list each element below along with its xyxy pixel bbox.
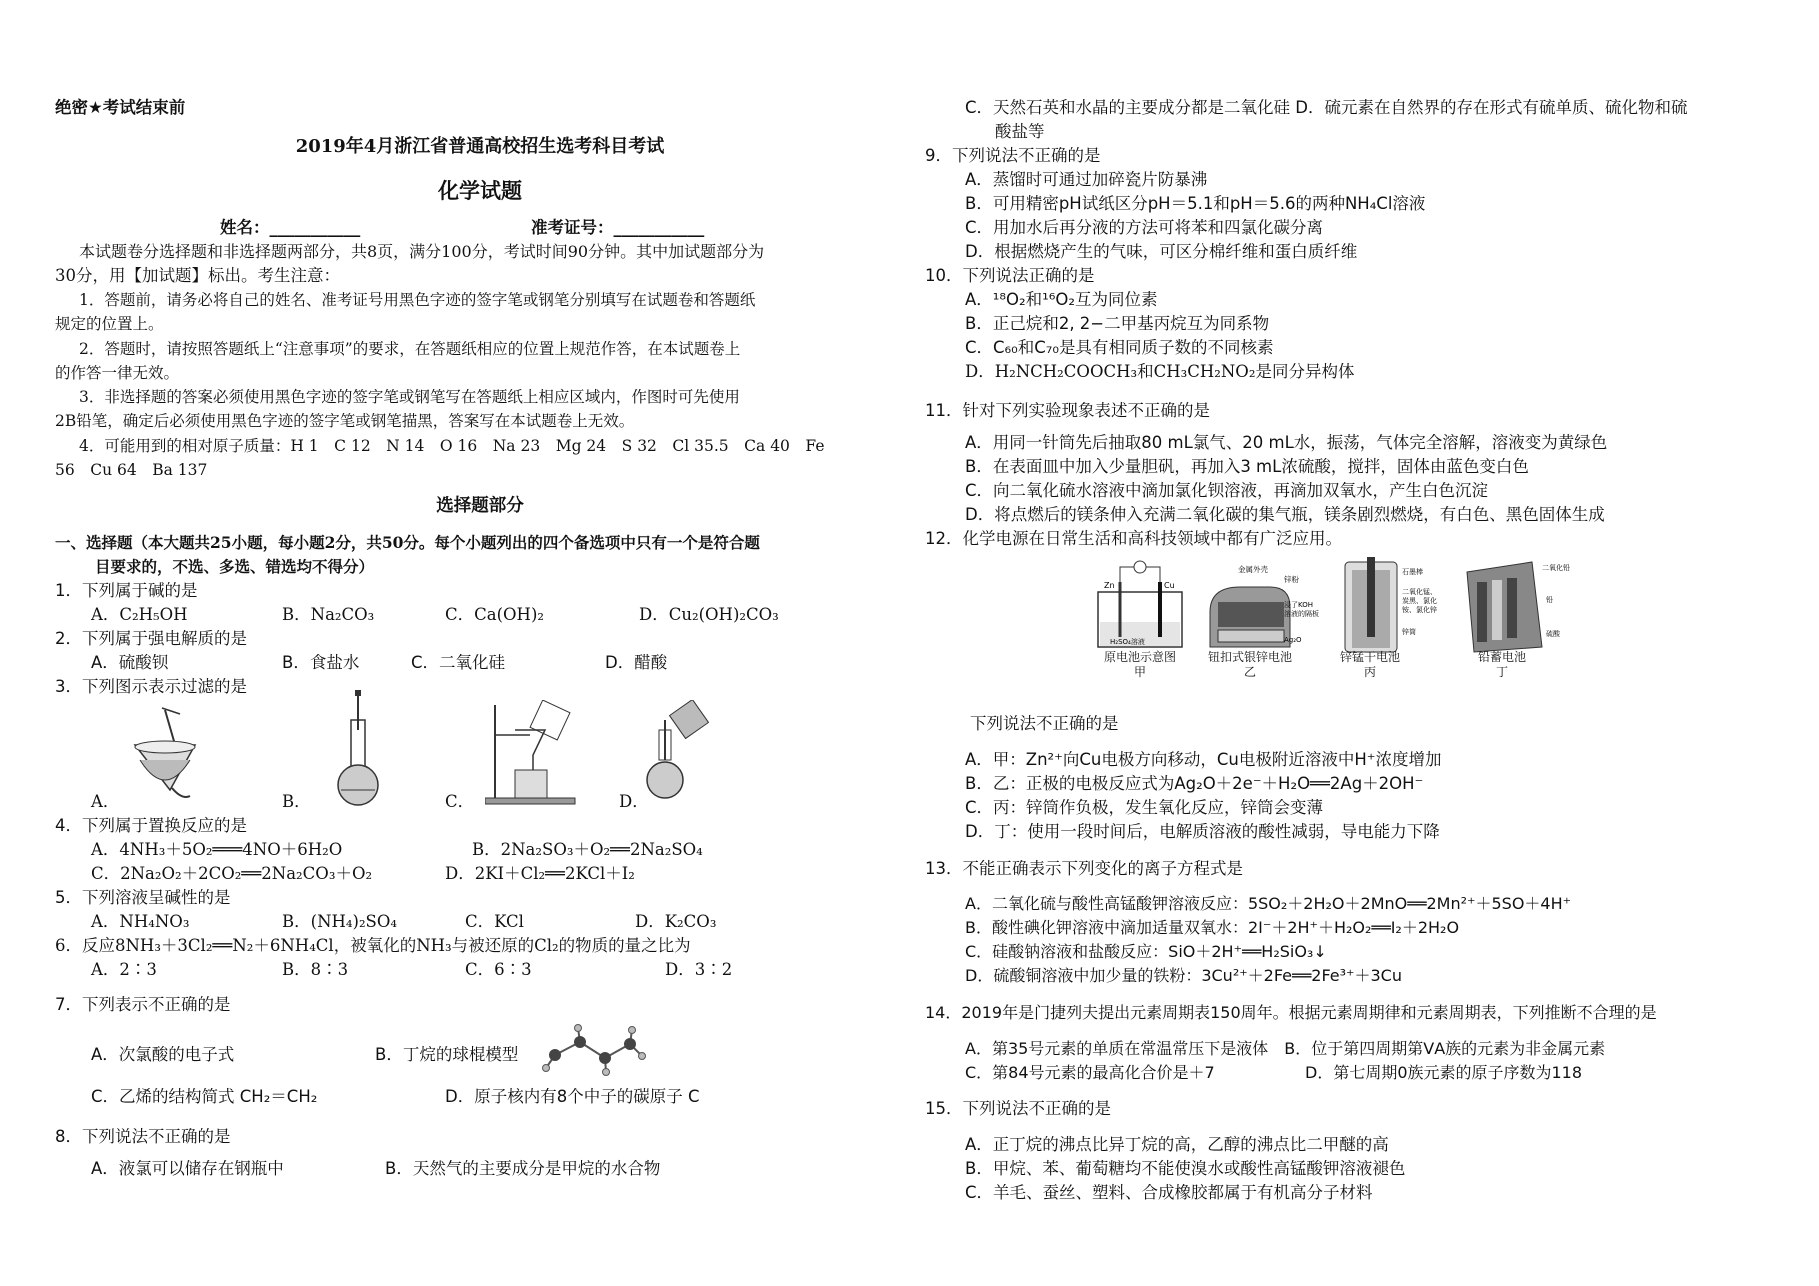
- q3-figure-c: [485, 700, 585, 810]
- svg-text:铅: 铅: [1546, 596, 1553, 604]
- svg-text:锌筒: 锌筒: [1402, 628, 1416, 636]
- q4-stem: 4．下列属于置换反应的是: [55, 816, 247, 835]
- q6-stem: 6．反应8NH₃＋3Cl₂══N₂＋6NH₄Cl，被氧化的NH₃与被还原的Cl₂的物质的量之比为: [55, 936, 691, 955]
- q10-option-c[interactable]: C．C₆₀和C₇₀是具有相同质子数的不同核素: [965, 338, 1274, 357]
- caption-bing: 锌锰干电池: [1339, 650, 1400, 664]
- q8-stem: 8．下列说法不正确的是: [55, 1127, 231, 1146]
- q4-option-c[interactable]: C．2Na₂O₂＋2CO₂══2Na₂CO₃＋O₂: [91, 864, 373, 883]
- q11-option-d[interactable]: D．将点燃后的镁条伸入充满二氧化碳的集气瓶，镁条剧烈燃烧，有白色、黑色固体生成: [965, 505, 1605, 524]
- q7-stem: 7．下列表示不正确的是: [55, 995, 231, 1014]
- q13-option-b[interactable]: B．酸性碘化钾溶液中滴加适量双氧水：2I⁻＋2H⁺＋H₂O₂══I₂＋2H₂O: [965, 918, 1460, 937]
- q12-substem: 下列说法不正确的是: [970, 714, 1119, 733]
- q6-option-d[interactable]: D．3∶2: [665, 960, 733, 979]
- q1-option-a[interactable]: A．C₂H₅OH: [91, 605, 188, 624]
- battery-figures: [1090, 552, 1570, 682]
- q8-option-cd[interactable]: C．天然石英和水晶的主要成分都是二氧化硅 D．硫元素在自然界的存在形式有硫单质、硫化物和硫: [965, 98, 1688, 117]
- q6-option-b[interactable]: B．8∶3: [282, 960, 349, 979]
- q4-option-a[interactable]: A．4NH₃＋5O₂═══4NO＋6H₂O: [91, 840, 343, 859]
- q2-option-c[interactable]: C．二氧化硅: [411, 653, 506, 672]
- svg-text:石墨棒: 石墨棒: [1402, 568, 1423, 576]
- q15-option-a[interactable]: A．正丁烷的沸点比异丁烷的高，乙醇的沸点比二甲醚的高: [965, 1135, 1389, 1154]
- part1-header-a: 一、选择题（本大题共25小题，每小题2分，共50分。每个小题列出的四个备选项中只有一个是符合题: [55, 533, 760, 552]
- q7-option-b[interactable]: B．丁烷的球棍模型: [375, 1045, 519, 1064]
- q7-option-d[interactable]: D．原子核内有8个中子的碳原子 C: [445, 1087, 700, 1106]
- q2-stem: 2．下列属于强电解质的是: [55, 629, 247, 648]
- q10-stem: 10．下列说法正确的是: [925, 266, 1095, 285]
- intro-line-2: 30分，用【加试题】标出。考生注意：: [55, 266, 340, 285]
- q1-option-c[interactable]: C．Ca(OH)₂: [445, 605, 544, 624]
- q8-option-d-cont: 酸盐等: [995, 122, 1045, 141]
- q2-option-b[interactable]: B．食盐水: [282, 653, 360, 672]
- q1-option-b[interactable]: B．Na₂CO₃: [282, 605, 375, 624]
- q10-option-b[interactable]: B．正己烷和2, 2−二甲基丙烷互为同系物: [965, 314, 1270, 333]
- q9-option-b[interactable]: B．可用精密pH试纸区分pH＝5.1和pH＝5.6的两种NH₄Cl溶液: [965, 194, 1426, 213]
- q1-stem: 1．下列属于碱的是: [55, 581, 198, 600]
- q12-stem: 12．化学电源在日常生活和高科技领域中都有广泛应用。: [925, 529, 1342, 548]
- q5-option-a[interactable]: A．NH₄NO₃: [91, 912, 190, 931]
- svg-text:H₂SO₄溶液: H₂SO₄溶液: [1110, 638, 1145, 646]
- q5-option-d[interactable]: D．K₂CO₃: [635, 912, 717, 931]
- butane-ball-stick-model: [540, 1020, 650, 1080]
- q3-figure-d: [645, 700, 725, 810]
- q9-stem: 9．下列说法不正确的是: [925, 146, 1101, 165]
- q12-option-a[interactable]: A．甲：Zn²⁺向Cu电极方向移动，Cu电极附近溶液中H⁺浓度增加: [965, 750, 1442, 769]
- svg-text:锌粉: 锌粉: [1284, 575, 1299, 584]
- svg-text:Zn: Zn: [1104, 581, 1115, 590]
- caption-ding: 铅蓄电池: [1477, 650, 1526, 664]
- q9-option-d[interactable]: D．根据燃烧产生的气味，可区分棉纤维和蛋白质纤维: [965, 242, 1358, 261]
- q15-stem: 15．下列说法不正确的是: [925, 1099, 1111, 1118]
- q5-option-b[interactable]: B．(NH₄)₂SO₄: [282, 912, 398, 931]
- q3-figure-b: [325, 690, 395, 810]
- svg-text:金属外壳: 金属外壳: [1238, 565, 1268, 574]
- part1-header-b: 目要求的，不选、多选、错选均不得分）: [95, 557, 375, 576]
- q6-option-a[interactable]: A．2∶3: [91, 960, 157, 979]
- q9-option-c[interactable]: C．用加水后再分液的方法可将苯和四氯化碳分离: [965, 218, 1324, 237]
- note-4a: 4．可能用到的相对原子质量：H 1 C 12 N 14 O 16 Na 23 Mg 24 S 32 Cl 35.5 Ca 40 Fe: [79, 437, 825, 455]
- q11-stem: 11．针对下列实验现象表述不正确的是: [925, 401, 1210, 420]
- q5-option-c[interactable]: C．KCl: [465, 912, 524, 931]
- caption-yi: 钮扣式银锌电池: [1207, 650, 1292, 664]
- caption-ding-label: 丁: [1495, 665, 1508, 679]
- q13-option-a[interactable]: A．二氧化硫与酸性高锰酸钾溶液反应：5SO₂＋2H₂O＋2MnO══2Mn²⁺＋5SO＋4H⁺: [965, 894, 1572, 913]
- q14-stem: 14．2019年是门捷列夫提出元素周期表150周年。根据元素周期律和元素周期表，下列推断不合理的是: [925, 1003, 1657, 1022]
- svg-text:铵、氯化锌: 铵、氯化锌: [1402, 606, 1437, 614]
- q15-option-b[interactable]: B．甲烷、苯、葡萄糖均不能使溴水或酸性高锰酸钾溶液褪色: [965, 1159, 1406, 1178]
- q13-option-c[interactable]: C．硅酸钠溶液和盐酸反应：SiO＋2H⁺══H₂SiO₃↓: [965, 942, 1327, 961]
- note-1b: 规定的位置上。: [55, 315, 164, 333]
- q11-option-b[interactable]: B．在表面皿中加入少量胆矾，再加入3 mL浓硫酸，搅拌，固体由蓝色变白色: [965, 457, 1529, 476]
- q12-option-b[interactable]: B．乙：正极的电极反应式为Ag₂O＋2e⁻＋H₂O══2Ag＋2OH⁻: [965, 774, 1424, 793]
- note-3b: 2B铅笔，确定后必须使用黑色字迹的签字笔或钢笔描黑，答案写在本试题卷上无效。: [55, 412, 635, 430]
- caption-jia-label: 甲: [1133, 665, 1146, 679]
- q8-option-b[interactable]: B．天然气的主要成分是甲烷的水合物: [385, 1159, 661, 1178]
- q3-option-b[interactable]: B．: [282, 792, 311, 811]
- svg-text:溶液的隔板: 溶液的隔板: [1284, 610, 1319, 618]
- q13-stem: 13．不能正确表示下列变化的离子方程式是: [925, 859, 1243, 878]
- q4-option-d[interactable]: D．2KI＋Cl₂══2KCl＋I₂: [445, 864, 635, 883]
- q11-option-a[interactable]: A．用同一针筒先后抽取80 mL氯气、20 mL水，振荡，气体完全溶解，溶液变为黄绿色: [965, 433, 1608, 452]
- q3-option-d[interactable]: D．: [619, 792, 649, 811]
- q13-option-d[interactable]: D．硫酸铜溶液中加少量的铁粉：3Cu²⁺＋2Fe══2Fe³⁺＋3Cu: [965, 966, 1402, 985]
- q8-option-a[interactable]: A．液氯可以储存在钢瓶中: [91, 1159, 284, 1178]
- q3-option-c[interactable]: C．: [445, 792, 475, 811]
- note-3a: 3．非选择题的答案必须使用黑色字迹的签字笔或钢笔写在答题纸上相应区域内，作图时可先使用: [79, 388, 740, 406]
- svg-text:Ag₂O: Ag₂O: [1284, 636, 1302, 644]
- intro-line-1: 本试题卷分选择题和非选择题两部分，共8页，满分100分，考试时间90分钟。其中加试题部分为: [79, 242, 765, 261]
- q7-option-c[interactable]: C．乙烯的结构简式 CH₂＝CH₂: [91, 1087, 318, 1106]
- q3-figure-a: [110, 700, 220, 810]
- exam-title: 2019年4月浙江省普通高校招生选考科目考试: [295, 136, 665, 157]
- svg-text:二氧化锰、: 二氧化锰、: [1402, 588, 1437, 596]
- q3-stem: 3．下列图示表示过滤的是: [55, 677, 247, 696]
- q10-option-d[interactable]: D．H₂NCH₂COOCH₃和CH₃CH₂NO₂是同分异构体: [965, 362, 1355, 381]
- svg-text:二氧化铅: 二氧化铅: [1542, 564, 1570, 572]
- q9-option-a[interactable]: A．蒸馏时可通过加碎瓷片防暴沸: [965, 170, 1208, 189]
- note-2b: 的作答一律无效。: [55, 364, 180, 382]
- note-1a: 1．答题前，请务必将自己的姓名、准考证号用黑色字迹的签字笔或钢笔分别填写在试题卷和答题纸: [79, 291, 756, 309]
- q2-option-a[interactable]: A．硫酸钡: [91, 653, 169, 672]
- q10-option-a[interactable]: A．¹⁸O₂和¹⁶O₂互为同位素: [965, 290, 1158, 309]
- caption-jia: 原电池示意图: [1103, 650, 1176, 664]
- svg-text:浸了KOH: 浸了KOH: [1284, 601, 1313, 609]
- q2-option-d[interactable]: D．醋酸: [605, 653, 668, 672]
- q12-option-d[interactable]: D．丁：使用一段时间后，电解质溶液的酸性减弱，导电能力下降: [965, 822, 1440, 841]
- q7-option-a[interactable]: A．次氯酸的电子式: [91, 1045, 235, 1064]
- caption-yi-label: 乙: [1243, 665, 1256, 679]
- q5-stem: 5．下列溶液呈碱性的是: [55, 888, 231, 907]
- secret-label: 绝密★考试结束前: [55, 98, 186, 117]
- q12-option-c[interactable]: C．丙：锌筒作负极，发生氧化反应，锌筒会变薄: [965, 798, 1324, 817]
- note-4b: 56 Cu 64 Ba 137: [55, 461, 208, 479]
- caption-bing-label: 丙: [1363, 665, 1376, 679]
- q1-option-d[interactable]: D．Cu₂(OH)₂CO₃: [639, 605, 779, 624]
- svg-text:Cu: Cu: [1164, 581, 1175, 590]
- q15-option-c[interactable]: C．羊毛、蚕丝、塑料、合成橡胶都属于有机高分子材料: [965, 1183, 1373, 1202]
- name-field: 姓名：___________: [220, 218, 361, 237]
- q4-option-b[interactable]: B．2Na₂SO₃＋O₂══2Na₂SO₄: [472, 840, 703, 859]
- svg-text:炭黑、氯化: 炭黑、氯化: [1402, 597, 1437, 605]
- section-title: 选择题部分: [436, 496, 524, 516]
- note-2a: 2．答题时，请按照答题纸上“注意事项”的要求，在答题纸相应的位置上规范作答，在本试题卷上: [79, 340, 741, 358]
- q3-option-a[interactable]: A．: [91, 792, 120, 811]
- q14-option-d[interactable]: D．第七周期0族元素的原子序数为118: [1305, 1063, 1583, 1082]
- subject-title: 化学试题: [438, 179, 522, 203]
- q6-option-c[interactable]: C．6∶3: [465, 960, 532, 979]
- id-field: 准考证号：___________: [531, 218, 705, 237]
- q11-option-c[interactable]: C．向二氧化硫水溶液中滴加氯化钡溶液，再滴加双氧水，产生白色沉淀: [965, 481, 1489, 500]
- svg-text:硫酸: 硫酸: [1546, 630, 1560, 638]
- q14-option-c[interactable]: C．第84号元素的最高化合价是＋7: [965, 1063, 1215, 1082]
- q14-option-ab[interactable]: A．第35号元素的单质在常温常压下是液体 B．位于第四周期第ⅤA族的元素为非金属元素: [965, 1039, 1606, 1058]
